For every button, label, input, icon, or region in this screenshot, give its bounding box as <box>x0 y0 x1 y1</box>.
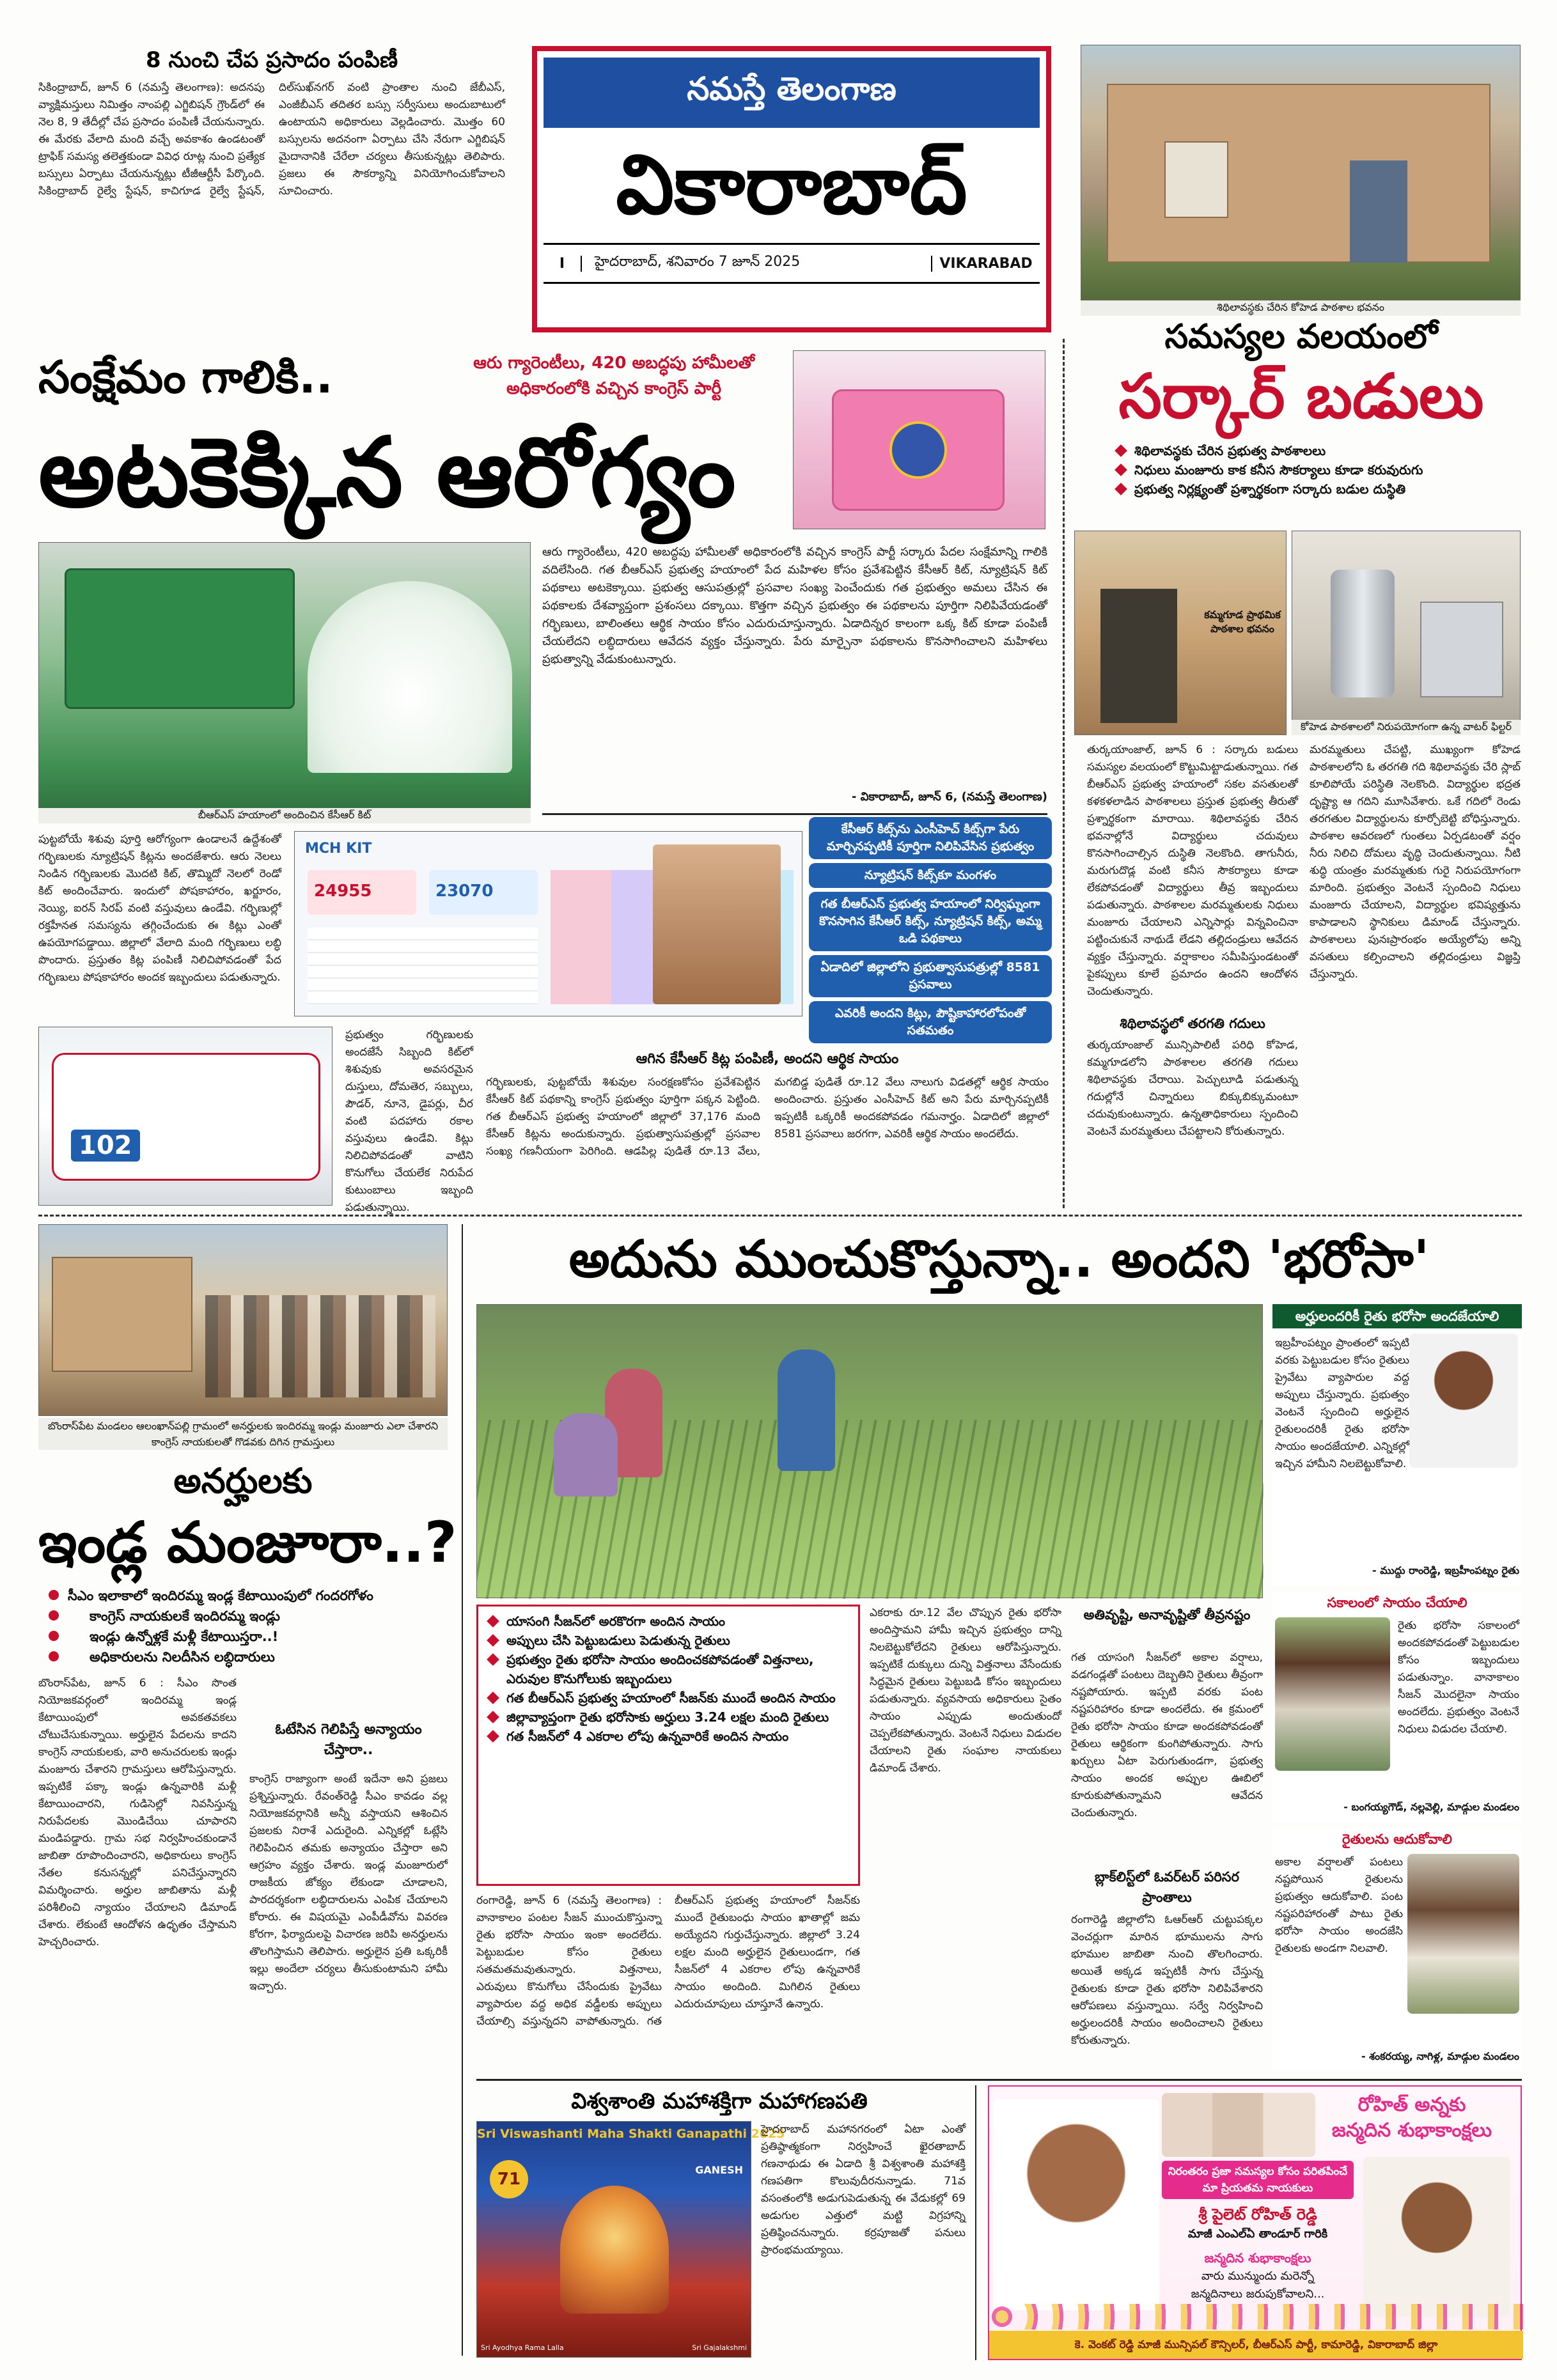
health-tagline <box>435 350 793 401</box>
farmer-body-2: ఎకరాకు రూ.12 వేల చొప్పున రైతు భరోసా అందిస్తామని హామీ ఇచ్చిన ప్రభుత్వం దాన్ని నిలబెట్టుకోలేదని రైతులు ఆరోపిస్తున్నారు. ఇప్పటికే దుక్కులు దున్ని విత్తనాలు వేసేందుకు సిద్ధమైన రైతులు పెట్టుబడి కోసం ఇబ్బందులు పడుతున్నారు. వ్యవసాయ అధికారులు సైతం సాయం ఎప్పుడు అందుతుందో చెప్పలేకపోతున్నారు. వెంటనే నిధులు విడుదల చేయాలని రైతు సంఘాల నాయకులు డిమాండ్ చేశారు. <box>870 1606 1061 1775</box>
housing-bullet: అధికారులను నిలదీసిన లబ్ధిదారులు <box>45 1647 448 1667</box>
health-body-left: పుట్టబోయే శిశువు పూర్తి ఆరోగ్యంగా ఉండాలనే ఉద్దేశంతో గర్భిణులకు న్యూట్రిషన్ కిట్లను అందజేశారు. ఆరు నెలలు నిండిన గర్భిణులకు మొదటి కిట్, తొమ్మిదో నెలలో రెండో కిట్ అందించేవారు. ఇందులో పోషకాహారం, ఖర్జూరం, నెయ్యి, ఐరన్ సిరప్ వంటి వస్తువులు ఉండేవి. గర్భిణుల్లో రక్తహీనత సమస్యను తగ్గించేందుకు ఈ కిట్లు ఎంతో ఉపయోగపడ్డాయి. జిల్లాలో వేలాది మంది గర్భిణులు లబ్ధి పొందారు. ప్రస్తుతం కిట్ల పంపిణీ నిలిచిపోవడంతో పేద గర్భిణులు పోషకాహారం అందక ఇబ్బందులు పడుతున్నారు. <box>38 833 281 984</box>
farmer-card-portrait <box>1275 1617 1390 1771</box>
farmer-box-list <box>485 1612 852 1746</box>
health-lead-dateline: - వికారాబాద్, జూన్ 6, (నమస్తే తెలంగాణ) <box>851 790 1047 804</box>
ambulance-photo <box>38 1027 333 1206</box>
farmer-card-body: అకాల వర్షాలతో పంటలు నష్టపోయిన రైతులను ప్రభుత్వం ఆదుకోవాలి. పంట నష్టపరిహారంతో పాటు రైతు భరోసా సాయం అందజేసి రైతులకు అండగా నిలవాలి. <box>1275 1856 1403 1955</box>
farmer-card <box>1272 1592 1522 1822</box>
side-box-item: న్యూట్రిషన్ కిట్స్‌కూ మంగళం <box>809 863 1052 888</box>
farmer-card-title: రైతులను ఆదుకోవాలి <box>1342 1832 1452 1847</box>
ad-headline-2: జన్మదిన శుభాకాంక్షలు <box>1331 2119 1492 2142</box>
ganapati-idol-icon <box>560 2186 669 2314</box>
housing-kicker: అనర్హులకు <box>173 1461 313 1501</box>
ad-footer: కె. వెంకట్ రెడ్డి మాజీ మున్సిపల్ కౌన్సిలర్, బీఆర్ఎస్ పార్టీ, కామారెడ్డి, వికారాబాద్ జిల్లా <box>989 2331 1523 2359</box>
farmer-card-body: రైతు భరోసా సకాలంలో అందకపోవడంతో పెట్టుబడుల కోసం ఇబ్బందులు పడుతున్నాం. వానాకాలం సీజన్ మొదలైనా సాయం అందలేదు. ప్రభుత్వం వెంటనే నిధులు విడుదల చేయాలి. <box>1398 1619 1519 1736</box>
water-filter-caption: కోహెడ పాఠశాలలో నిరుపయోగంగా ఉన్న వాటర్ ఫిల్టర్ <box>1292 720 1521 735</box>
farmer-figure-shape <box>554 1413 618 1497</box>
masthead-brand-band <box>544 58 1040 128</box>
housing-bullets <box>45 1585 448 1667</box>
farmer-highlight-box <box>476 1605 860 1886</box>
woman-with-certificate-photo <box>653 844 781 1004</box>
health-lead: ఆరు గ్యారెంటీలు, 420 అబద్ధపు హామీలతో అధికారంలోకి వచ్చిన కాంగ్రెస్ పార్టీ సర్కారు పేదల సంక్షేమాన్ని గాలికి వదిలేసింది. గత బీఆర్ఎస్ ప్రభుత్వ హయాంలో పేద మహిళల కోసం ప్రవేశపెట్టిన కేసీఆర్ కిట్, న్యూట్రిషన్ కిట్ పథకాలు అటకెక్కాయి. ప్రభుత్వ ఆసుపత్రుల్లో ప్రసవాల సంఖ్య పెంచేందుకు గత ప్రభుత్వం అమలు చేసిన ఈ పథకాలకు దేశవ్యాప్తంగా ప్రశంసలు దక్కాయి. కొత్తగా వచ్చిన ప్రభుత్వం ఈ పథకాలను పూర్తిగా నిలిపివేయడంతో గర్భిణులు, బాలింతలు ఆర్థిక సాయం కోసం ఎదురుచూస్తున్నారు. ఏడాదిన్నర కాలంగా ఒక్క కిట్ కూడా పంపిణీ చేయలేదని లబ్ధిదారులు ఆవేదన వ్యక్తం చేస్తున్నారు. పేరు మార్చైనా పథకాలను కొనసాగించాలని మహిళలు ప్రభుత్వాన్ని వేడుకుంటున్నారు. <box>542 545 1047 666</box>
school-photo-caption: శిథిలావస్థకు చేరిన కోహెడ పాఠశాల భవనం <box>1081 300 1521 316</box>
housing-bullet: సీఎం ఇలాకాలో ఇందిరమ్మ ఇండ్ల కేటాయింపులో గందరగోళం <box>45 1585 448 1606</box>
kit-bag-shape <box>65 568 295 709</box>
farmer-card <box>1272 1304 1522 1585</box>
ad-wish-1: జన్మదిన శుభాకాంక్షలు <box>1204 2250 1311 2266</box>
health-subhead: ఆగిన కేసీఆర్ కిట్ల పంపిణీ, అందని ఆర్థిక సాయం <box>636 1051 899 1067</box>
kcr-kit-caption: బీఆర్ఎస్ హయాంలో అందించిన కేసీఆర్ కిట్ <box>38 808 531 823</box>
ad-name: శ్రీ పైలెట్ రోహిత్ రెడ్డి <box>1198 2205 1317 2223</box>
school-door-shape <box>1350 160 1407 263</box>
farmer-card-portrait <box>1407 1854 1519 2014</box>
mch-kit-logo: MCH KIT <box>305 841 372 857</box>
prasadam-story <box>38 45 505 352</box>
school-bullet: శిథిలావస్థకు చేరిన ప్రభుత్వ పాఠశాలలు <box>1113 441 1522 460</box>
masthead-edition-en: VIKARABAD <box>931 256 1040 272</box>
ganapati-left-name: Sri Ayodhya Rama Lalla <box>481 2344 564 2352</box>
masthead <box>532 46 1051 332</box>
farmer-box-item: జిల్లావ్యాప్తంగా రైతు భరోసాకు అర్హులు 3.24 లక్షల మంది రైతులు <box>485 1707 852 1727</box>
side-box-item: ఎవరికీ అందని కిట్లు, పౌష్టికాహారలోపంతో సతమతం <box>809 1001 1052 1043</box>
health-tagline-1: ఆరు గ్యారెంటీలు, 420 అబద్ధపు హామీలతో <box>473 354 755 373</box>
filter-tank-shape <box>1331 570 1395 697</box>
side-box-item: గత బీఆర్ఎస్ ప్రభుత్వ హయాంలో నిర్విఘ్నంగా కొనసాగిన కేసీఆర్ కిట్స్, న్యూట్రిషన్ కిట్స్, అమ్మ ఒడి పథకాలు <box>809 892 1052 951</box>
mch-stat-value: 23070 <box>435 882 494 901</box>
prasadam-body: సికింద్రాబాద్, జూన్ 6 (నమస్తే తెలంగాణ): అదనపు వ్యాక్షిమస్తులు నిమిత్తం నాంపల్లి ఎగ్జిబిషన్ గ్రౌండ్‌లో ఈ నెల 8, 9 తేదీల్లో చేప ప్రసాదం పంపిణీ చేయనున్నారు. ఈ మేరకు వేలాది మంది వచ్చే అవకాశం ఉండటంతో ట్రాఫిక్ సమస్య తలెత్తకుండా వివిధ రూట్ల నుంచి ప్రత్యేక బస్సులు ఏర్పాటు చేయనున్నట్లు టీజీఆర్టీసీ పేర్కొంది. సికింద్రాబాద్ రైల్వే స్టేషన్, కాచిగూడ రైల్వే స్టేషన్, దిల్‌సుఖ్‌నగర్ వంటి ప్రాంతాల నుంచి జేబీఎస్, ఎంజీబీఎస్ తదితర బస్సు సర్వీసులు అందుబాటులో ఉంటాయని అధికారులు వెల్లడించారు. మొత్తం 60 బస్సులను అదనంగా ఏర్పాటు చేసి నేరుగా ఎగ్జిబిషన్ మైదానానికి చేరేలా చర్యలు తీసుకున్నట్లు తెలిపారు. ప్రజలు ఈ సౌకర్యాన్ని వినియోగించుకోవాలని సూచించారు. <box>38 81 505 198</box>
kammaguda-label: కమ్మగూడ ప్రాథమిక పాఠశాల భవనం <box>1204 609 1281 635</box>
school-body-a: తుర్కయాంజాల్, జూన్ 6 : సర్కారు బడులు సమస్యల వలయంలో కొట్టుమిట్టాడుతున్నాయి. గత బీఆర్ఎస్ ప్రభుత్వ హయాంలో సకల వసతులతో కళకళలాడిన పాఠశాలలు ప్రస్తుత ప్రభుత్వ తీరుతో ప్రశ్నార్థకంగా మారాయి. శిథిలావస్థకు చేరిన భవనాల్లోనే విద్యార్థులు చదువులు కొనసాగించాల్సిన దుస్థితి నెలకొంది. తాగునీరు, మరుగుదొడ్ల వంటి కనీస సౌకర్యాలు కూడా లేకపోవడంతో విద్యార్థులు తీవ్ర ఇబ్బందులు పడుతున్నారు. పాఠశాలల మరమ్మతులకు నిధులు మంజూరు చేయాలని ఎన్నిసార్లు విన్నవించినా పట్టించుకునే నాథుడే లేడని తల్లిదండ్రులు ఆవేదన వ్యక్తం చేస్తున్నారు. వర్షాకాలం సమీపిస్తుండటంతో పైకప్పులు కూలే ప్రమాదం ఉందని ఆందోళన చెందుతున్నారు. <box>1087 743 1298 998</box>
farmer-card <box>1272 1828 1522 2071</box>
ganapati-poster-brand: GANESH <box>695 2164 743 2176</box>
bottom-section-rule <box>476 2079 1522 2081</box>
health-body-right: గర్భిణులకు, పుట్టబోయే శిశువుల సంరక్షణకోసం ప్రవేశపెట్టిన కేసీఆర్ కిట్ పథకాన్ని కాంగ్రెస్ ప్రభుత్వం పూర్తిగా పక్కన పెట్టింది. గత బీఆర్ఎస్ ప్రభుత్వ హయాంలో జిల్లాలో 37,176 మంది కేసీఆర్ కిట్లను అందుకున్నారు. ప్రభుత్వాసుపత్రుల్లో ప్రసవాల సంఖ్య గణనీయంగా పెరిగింది. ఆడపిల్ల పుడితే రూ.13 వేలు, మగబిడ్డ పుడితే రూ.12 వేలు నాలుగు విడతల్లో ఆర్థిక సాయం అందించారు. ప్రస్తుతం ఎంసీహెచ్ కిట్ అని పేరు మార్చినప్పటికీ ఇప్పటికీ ఒక్కరికీ అందకపోవడం గమనార్హం. ఏడాదిలో జిల్లాలో 8581 ప్రసవాలు జరగగా, ఎవరికీ ఆర్థిక సాయం అందలేదు. <box>486 1076 1049 1158</box>
column-rule <box>462 1224 463 2356</box>
ganapati-poster-badge: 71 <box>490 2160 528 2198</box>
pink-kit-box-photo <box>793 350 1045 529</box>
housing-bullet: కాంగ్రెస్ నాయకులకే ఇందిరమ్మ ఇండ్లు <box>45 1606 448 1626</box>
health-tagline-2: అధికారంలోకి వచ్చిన కాంగ్రెస్ పార్టీ <box>506 379 722 398</box>
farmer-card-body: ఇబ్రహీంపట్నం ప్రాంతంలో ఇప్పటి వరకు పెట్టుబడుల కోసం రైతులు ప్రైవేటు వ్యాపారుల వద్ద అప్పులు చేస్తున్నారు. ప్రభుత్వం వెంటనే స్పందించి అర్హులైన రైతులందరికీ రైతు భరోసా సాయం అందజేయాలి. ఎన్నికల్లో ఇచ్చిన హామీని నిలబెట్టుకోవాలి. <box>1275 1337 1409 1470</box>
farmer-box-item: గత బీఆర్ఎస్ ప్రభుత్వ హయాంలో సీజన్‌కు ముందే అందిన సాయం <box>485 1688 852 1707</box>
school-body-c: మరమ్మతులు చేపట్టి, ముఖ్యంగా కోహెడ పాఠశాలలోని ఓ తరగతి గది శిథిలావస్థకు చేరి స్లాబ్ కూలిపోయే పరిస్థితి నెలకొంది. విద్యార్థుల భద్రత దృష్ట్యా ఆ గదిని మూసివేశారు. ఒకే గదిలో రెండు తరగతుల విద్యార్థులను కూర్చోబెట్టి బోధిస్తున్నారు. పాఠశాల ఆవరణలో గుంతలు ఏర్పడటంతో వర్షం నీరు నిలిచి దోమలు వృద్ధి చెందుతున్నాయి. నీటి శుద్ధి యంత్రం మరమ్మతుకు గురై నిరుపయోగంగా మారింది. ప్రభుత్వం వెంటనే స్పందించి నిధులు మంజూరు చేయాలని, విద్యార్థుల భవిష్యత్తును కాపాడాలని స్థానికులు డిమాండ్ చేస్తున్నారు. పాఠశాలలు పునఃప్రారంభం అయ్యేలోపు అన్ని వసతులు కల్పించాలని తల్లిదండ్రులు విజ్ఞప్తి చేస్తున్నారు. <box>1310 743 1521 981</box>
farmer-body-3: గత యాసంగి సీజన్‌లో అకాల వర్షాలు, వడగండ్లతో పంటలు దెబ్బతిని రైతులు తీవ్రంగా నష్టపోయారు. ఇప్పటి వరకు పంట నష్టపరిహారం కూడా అందలేదు. ఈ క్రమంలో రైతు భరోసా సాయం కూడా అందకపోవడంతో రైతులు ఆర్థికంగా కుంగిపోతున్నారు. సాగు ఖర్చులు ఏటా పెరుగుతుండగా, ప్రభుత్వ సాయం అందక అప్పుల ఊబిలో కూరుకుపోతున్నామని ఆవేదన చెందుతున్నారు. <box>1071 1651 1263 1819</box>
farmer-subhead-2: బ్లాక్‌లిస్ట్‌లో ఓవర్‌టర్ పరిసర ప్రాంతాలు <box>1095 1869 1239 1905</box>
housing-body-left: బొంరాస్‌పేట, జూన్ 6 : సీఎం సొంత నియోజకవర్గంలో ఇందిరమ్మ ఇండ్ల కేటాయింపులో అవకతవకలు చోటుచేసుకున్నాయి. అర్హులైన పేదలను కాదని కాంగ్రెస్ నాయకులకు, వారి అనుచరులకు ఇండ్లు మంజూరు చేశారని గ్రామస్తులు ఆరోపిస్తున్నారు. ఇప్పటికే పక్కా ఇండ్లు ఉన్నవారికి మళ్లీ కేటాయించారని, గుడిసెల్లో నివసిస్తున్న నిరుపేదలకు మొండిచేయి చూపారని మండిపడ్డారు. గ్రామ సభ నిర్వహించకుండానే జాబితా రూపొందించారని, అధికారులు కాంగ్రెస్ నేతల కనుసన్నల్లో పనిచేస్తున్నారని విమర్శించారు. అర్హుల జాబితాను మళ్లీ పరిశీలించి న్యాయం చేయాలని డిమాండ్ చేశారు. లేకుంటే ఆందోళన ఉధృతం చేస్తామని హెచ్చరించారు. <box>38 1677 237 1948</box>
masthead-dateline-row <box>544 243 1040 284</box>
health-side-box <box>809 817 1052 1042</box>
farmer-body-1: రంగారెడ్డి, జూన్ 6 (నమస్తే తెలంగాణ) : వానాకాలం పంటల సీజన్ ముంచుకొస్తున్నా రైతు భరోసా సాయం ఇంకా అందలేదు. పెట్టుబడుల కోసం రైతులు సతమతమవుతున్నారు. విత్తనాలు, ఎరువులు కొనుగోలు చేసేందుకు ప్రైవేటు వ్యాపారుల వద్ద అధిక వడ్డీలకు అప్పులు చేయాల్సి వస్తున్నదని వాపోతున్నారు. గత బీఆర్ఎస్ ప్రభుత్వ హయాంలో సీజన్‌కు ముందే రైతుబంధు సాయం ఖాతాల్లో జమ అయ్యేదని గుర్తుచేస్తున్నారు. జిల్లాలో 3.24 లక్షల మంది అర్హులైన రైతులుండగా, గత సీజన్‌లో 4 ఎకరాల లోపు ఉన్నవారికే సాయం అందింది. మిగిలిన రైతులు ఎదురుచూపులు చూస్తూనే ఉన్నారు. <box>476 1894 860 2028</box>
school-bullet: నిధులు మంజూరు కాక కనీస సౌకర్యాలు కూడా కరువురుగు <box>1113 460 1522 479</box>
farmer-body-4: రంగారెడ్డి జిల్లాలోని ఓఆర్ఆర్ చుట్టుపక్కల వెంచర్లుగా మారిన భూములను సాగు భూముల జాబితా నుంచి తొలగించారు. అయితే అక్కడ ఇప్పటికీ సాగు చేస్తున్న రైతులకు కూడా రైతు భరోసా నిలిపివేశారని ఆరోపణలు వస్తున్నాయి. సర్వే నిర్వహించి అర్హులందరికీ సాయం అందించాలని రైతులు కోరుతున్నారు. <box>1071 1913 1263 2047</box>
ad-flowers-shape <box>989 2304 1523 2329</box>
water-filter-photo <box>1292 531 1521 735</box>
prasadam-headline: 8 నుంచి చేప ప్రసాదం పంపిణీ <box>145 47 398 73</box>
ambulance-number: 102 <box>71 1130 140 1162</box>
section-separator <box>38 1215 1522 1217</box>
kcr-kit-photo <box>38 542 531 823</box>
school-subhead: శిథిలావస్థలో తరగతి గదులు <box>1120 1016 1265 1031</box>
farmer-card-byline: - శంకరయ్య, నాగిళ్ల, మాడ్గుల మండలం <box>1361 2050 1519 2062</box>
farmer-card-title: అర్హులందరికీ రైతు భరోసా అందజేయాలి <box>1272 1304 1522 1328</box>
ganapati-body: హైదరాబాద్ మహానగరంలో ఏటా ఎంతో ప్రతిష్ఠాత్మకంగా నిర్వహించే ఖైరతాబాద్ గణనాథుడు ఈ ఏడాది శ్రీ విశ్వశాంతి మహాశక్తి గణపతిగా కొలువుదీరనున్నాడు. 71వ వసంతంలోకి అడుగుపెడుతున్న ఈ వేడుకల్లో 69 అడుగుల ఎత్తులో మట్టి విగ్రహాన్ని ప్రతిష్ఠించనున్నారు. కర్రపూజతో పనులు ప్రారంభమయ్యాయి. <box>761 2123 966 2257</box>
kammaguda-door-shape <box>1100 589 1177 723</box>
kammaguda-school-photo <box>1074 531 1287 735</box>
paddy-field-photo <box>476 1304 1263 1598</box>
mch-stat-value: 24955 <box>314 882 372 901</box>
birthday-ad <box>988 2085 1522 2360</box>
farmer-card-title: సకాలంలో సాయం చేయాలి <box>1327 1595 1467 1610</box>
farmer-box-item: అప్పులు చేసి పెట్టుబడులు పెడుతున్న రైతులు <box>485 1631 852 1650</box>
ad-portrait-second <box>1363 2157 1510 2317</box>
masthead-brand: నమస్తే తెలంగాణ <box>687 70 896 107</box>
filter-cabinet-shape <box>1420 602 1503 697</box>
school-bullets <box>1113 441 1522 499</box>
ganapati-poster-title: Sri Viswashanti Maha Shakti Ganapathi 2025 <box>477 2127 785 2141</box>
ganapati-headline: విశ్వశాంతి మహాశక్తిగా మహాగణపతి <box>571 2088 868 2114</box>
school-window-shape <box>1164 141 1228 218</box>
ad-leader-portraits <box>1162 2093 1315 2157</box>
column-rule <box>975 2085 976 2360</box>
farmer-card-portrait <box>1409 1334 1518 1468</box>
ambulance-body-shape <box>52 1053 320 1181</box>
farmer-card-byline: - బంగయ్యగౌడ్, నల్లవెల్లి, మాడ్గుల మండలం <box>1343 1801 1519 1813</box>
ad-subtitle: మాజీ ఎంఎల్ఏ తాండూర్ గారికి <box>1187 2227 1328 2241</box>
health-headline: అటకెక్కిన ఆరోగ్యం <box>38 417 736 529</box>
housing-body-right: కాంగ్రెస్ రాజ్యాంగా అంటే ఇదేనా అని ప్రజలు ప్రశ్నిస్తున్నారు. రేవంత్‌రెడ్డి సీఎం కావడం వల్ల నియోజకవర్గానికి అన్నీ వస్తాయని ఆశించిన ప్రజలకు నిరాశే ఎదురైంది. ఎన్నికల్లో ఓట్లేసి గెలిపించిన తమకు అన్యాయం చేస్తారా అని ఆగ్రహం వ్యక్తం చేశారు. ఇండ్ల మంజూరులో రాజకీయ జోక్యం లేకుండా చూడాలని, పారదర్శకంగా లబ్ధిదారులను ఎంపిక చేయాలని కోరారు. ఈ విషయమై ఎంపీడీవోను వివరణ కోరగా, ఫిర్యాదులపై విచారణ జరిపి అనర్హులను తొలగిస్తామని తెలిపారు. అర్హులైన ప్రతి ఒక్కరికీ ఇల్లు అందేలా చర్యలు తీసుకుంటామని హామీ ఇచ్చారు. <box>249 1773 448 1993</box>
health-kicker: సంక్షేమం గాలికి.. <box>38 351 333 403</box>
health-body-mid: ప్రభుత్వం గర్భిణులకు అందజేసే సిబ్బంది కిట్‌లో శిశువుకు అవసరమైన దుస్తులు, దోమతెర, సబ్బులు, పౌడర్, నూనె, డైపర్లు, చీర వంటి పదహారు రకాల వస్తువులు ఉండేవి. కిట్లు నిలిచిపోవడంతో వాటిని కొనుగోలు చేయలేక నిరుపేద కుటుంబాలు ఇబ్బంది పడుతున్నాయి. <box>345 1029 473 1214</box>
school-kicker: సమస్యల వలయంలో <box>1164 318 1438 356</box>
farmer-card-byline: - ముద్దు రాంరెడ్డి, ఇబ్రహీంపట్నం రైతు <box>1372 1564 1519 1576</box>
housing-headline: ఇండ్ల మంజూరా..? <box>38 1509 457 1575</box>
mch-table-shape <box>308 928 538 1004</box>
column-separator <box>1063 339 1065 1208</box>
school-bullet: ప్రభుత్వ నిర్లక్ష్యంతో ప్రశ్నార్థకంగా సర్కారు బడుల దుస్థితి <box>1113 479 1522 499</box>
health-lead-rule <box>542 813 1047 815</box>
mosquito-net-shape <box>308 581 512 773</box>
masthead-dateline: హైదరాబాద్, శనివారం 7 జూన్ 2025 <box>595 254 801 270</box>
housing-subhead: ఓటేసిన గెలిపిస్తే అన్యాయం చేస్తారా.. <box>275 1722 422 1758</box>
ad-wish-2: వారు మున్ముందు మరెన్నో <box>1201 2269 1315 2283</box>
farmer-box-item: యాసంగి సీజన్‌లో అరకొరగా అందిన సాయం <box>485 1612 852 1631</box>
ad-banner: నిరంతరం ప్రజా సమస్యల కోసం పరితపించే మా ప్రియతమ నాయకులు <box>1162 2161 1354 2199</box>
farmer-box-item: గత సీజన్‌లో 4 ఎకరాల లోపు ఉన్నవారికే అందిన సాయం <box>485 1727 852 1746</box>
ganapati-poster <box>476 2121 785 2358</box>
school-body-b: తుర్కయాంజాల్ మున్సిపాలిటీ పరిధి కోహెడ, కమ్మగూడలోని పాఠశాలల తరగతి గదులు శిథిలావస్థకు చేరాయి. పెచ్చులూడి పడుతున్న గదుల్లోనే చిన్నారులు బిక్కుబిక్కుమంటూ చదువుకుంటున్నారు. ఉన్నతాధికారులు స్పందించి వెంటనే మరమ్మతులు చేపట్టాలని కోరుతున్నారు. <box>1087 1039 1298 1138</box>
ad-wish-3: జన్మదినాలు జరుపుకోవాలని... <box>1191 2287 1325 2301</box>
housing-crowd-shape <box>205 1295 435 1397</box>
farmer-headline: అదును ముంచుకొస్తున్నా.. అందని 'భరోసా' <box>568 1229 1430 1289</box>
farmer-subhead: అతివృష్టి, అనావృష్టితో తీవ్రనష్టం <box>1083 1607 1251 1622</box>
pink-box-logo-icon <box>889 421 947 479</box>
side-box-item: కేసీఆర్ కిట్స్‌ను ఎంసీహెచ్ కిట్స్‌గా పేరు మార్చినప్పటికీ పూర్తిగా నిలిపివేసిన ప్రభుత్వం <box>809 817 1052 859</box>
housing-house-shape <box>52 1257 192 1372</box>
school-headline: సర్కార్ బడులు <box>1118 361 1484 432</box>
farmer-box-item: ప్రభుత్వం రైతు భరోసా సాయం అందించకపోవడంతో విత్తనాలు, ఎరువుల కొనుగోలుకు ఇబ్బందులు <box>485 1650 852 1688</box>
farmer-figure-shape <box>778 1349 835 1471</box>
school-building-photo <box>1081 45 1521 300</box>
side-box-item: ఏడాదిలో జిల్లాలోని ప్రభుత్వాసుపత్రుల్లో 8581 ప్రసవాలు <box>809 955 1052 997</box>
masthead-page-no: I <box>544 256 582 272</box>
ad-headline-1: రోహిత్ అన్నకు <box>1357 2094 1466 2116</box>
mch-kit-screenshot <box>294 831 802 1016</box>
housing-bullet: ఇండ్లు ఉన్నోళ్లకే మళ్లీ కేటాయిస్తరా..! <box>45 1626 448 1647</box>
ad-portrait-main <box>993 2099 1159 2310</box>
masthead-edition: వికారాబాద్ <box>616 137 967 233</box>
housing-photo-caption: బొంరాస్‌పేట మండలం ఆలంఖాన్‌పల్లి గ్రామంలో అనర్హులకు ఇందిరమ్మ ఇండ్లు మంజూరు ఎలా చేశారని కాంగ్రెస్ నాయకులతో గొడవకు దిగిన గ్రామస్తులు <box>38 1418 448 1450</box>
ganapati-right-name: Sri Gajalakshmi <box>692 2344 747 2352</box>
housing-protest-photo <box>38 1224 448 1416</box>
